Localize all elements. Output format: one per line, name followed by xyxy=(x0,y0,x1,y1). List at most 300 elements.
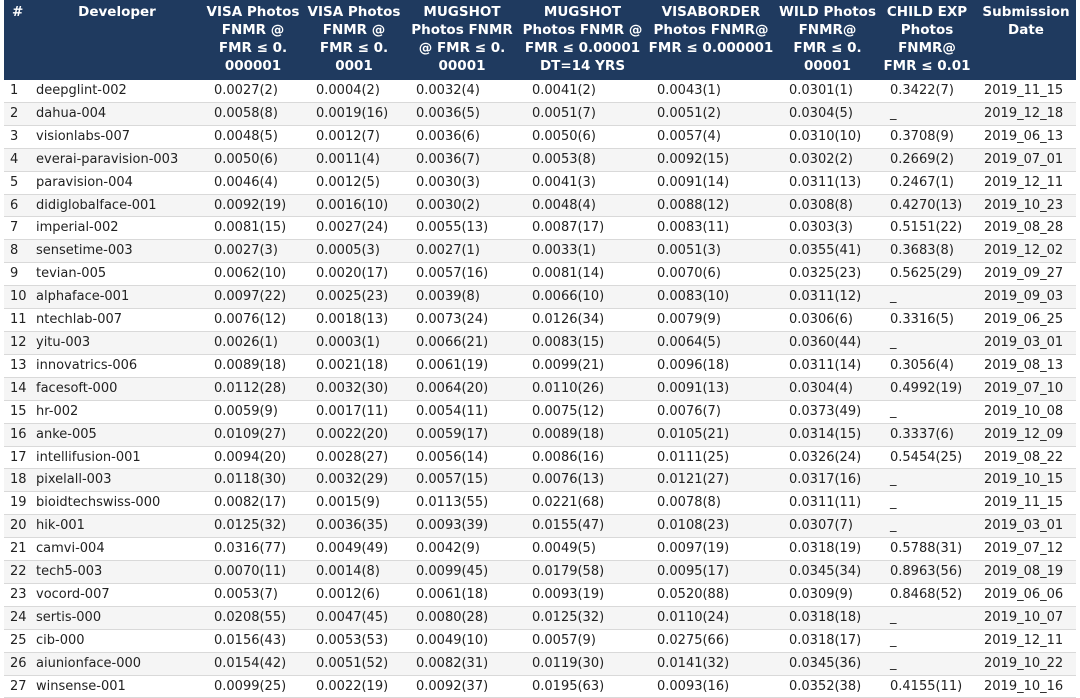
value-cell: 0.0221(68) xyxy=(520,492,645,515)
value-cell: 0.0018(13) xyxy=(304,309,404,332)
value-cell: 0.0020(17) xyxy=(304,263,404,286)
value-cell: 0.0083(15) xyxy=(520,331,645,354)
rank-cell: 7 xyxy=(4,217,32,240)
rank-cell: 16 xyxy=(4,423,32,446)
value-cell: 0.4270(13) xyxy=(878,194,976,217)
rank-cell: 2 xyxy=(4,102,32,125)
column-header-line: @ FMR ≤ 0. xyxy=(418,40,506,56)
table-row xyxy=(4,400,1076,423)
value-cell: 0.0066(21) xyxy=(404,331,520,354)
value-cell: _ xyxy=(878,652,976,675)
value-cell: 0.0316(77) xyxy=(202,538,304,561)
value-cell: 0.0304(5) xyxy=(777,102,878,125)
value-cell: 0.0027(1) xyxy=(404,240,520,263)
developer-cell: sensetime-003 xyxy=(32,240,202,263)
date-cell: 2019_08_28 xyxy=(976,217,1076,240)
column-header-9 xyxy=(976,0,1076,80)
column-header-line: FNMR@ xyxy=(798,22,857,38)
rank-cell: 10 xyxy=(4,286,32,309)
value-cell: 0.0308(8) xyxy=(777,194,878,217)
date-cell: 2019_11_15 xyxy=(976,492,1076,515)
table-row xyxy=(4,492,1076,515)
value-cell: 0.0012(7) xyxy=(304,125,404,148)
value-cell: 0.0360(44) xyxy=(777,331,878,354)
developer-cell: anke-005 xyxy=(32,423,202,446)
value-cell: _ xyxy=(878,400,976,423)
value-cell: 0.0155(47) xyxy=(520,515,645,538)
value-cell: 0.3422(7) xyxy=(878,80,976,102)
developer-cell: facesoft-000 xyxy=(32,377,202,400)
date-cell: 2019_08_13 xyxy=(976,354,1076,377)
value-cell: 0.0099(21) xyxy=(520,354,645,377)
value-cell: 0.0036(35) xyxy=(304,515,404,538)
value-cell: 0.0208(55) xyxy=(202,606,304,629)
value-cell: 0.0318(17) xyxy=(777,629,878,652)
value-cell: 0.0310(10) xyxy=(777,125,878,148)
value-cell: 0.0141(32) xyxy=(645,652,777,675)
date-cell: 2019_10_15 xyxy=(976,469,1076,492)
value-cell: 0.0049(49) xyxy=(304,538,404,561)
date-cell: 2019_03_01 xyxy=(976,331,1076,354)
value-cell: 0.0345(36) xyxy=(777,652,878,675)
value-cell: 0.0030(3) xyxy=(404,171,520,194)
table-header xyxy=(4,0,1076,80)
rank-cell: 14 xyxy=(4,377,32,400)
value-cell: 0.0092(37) xyxy=(404,675,520,698)
value-cell: 0.0053(53) xyxy=(304,629,404,652)
value-cell: 0.0093(39) xyxy=(404,515,520,538)
value-cell: 0.0092(19) xyxy=(202,194,304,217)
value-cell: 0.0041(3) xyxy=(520,171,645,194)
value-cell: 0.0275(66) xyxy=(645,629,777,652)
value-cell: 0.0046(4) xyxy=(202,171,304,194)
column-header-line: Submission xyxy=(982,4,1070,20)
table-row xyxy=(4,561,1076,584)
table-body xyxy=(4,80,1076,698)
value-cell: 0.0073(24) xyxy=(404,309,520,332)
rank-cell: 23 xyxy=(4,583,32,606)
date-cell: 2019_08_22 xyxy=(976,446,1076,469)
value-cell: 0.0304(4) xyxy=(777,377,878,400)
value-cell: 0.0309(9) xyxy=(777,583,878,606)
table-row xyxy=(4,423,1076,446)
column-header-8 xyxy=(878,0,976,80)
value-cell: 0.0027(24) xyxy=(304,217,404,240)
rank-cell: 19 xyxy=(4,492,32,515)
column-header-line: FMR ≤ 0. xyxy=(218,40,288,56)
value-cell: 0.0049(5) xyxy=(520,538,645,561)
rank-cell: 24 xyxy=(4,606,32,629)
value-cell: 0.0318(19) xyxy=(777,538,878,561)
column-header-line: Photos xyxy=(900,22,954,38)
value-cell: 0.3683(8) xyxy=(878,240,976,263)
column-header-line: WILD Photos xyxy=(779,4,876,20)
value-cell: 0.0076(13) xyxy=(520,469,645,492)
value-cell: 0.0059(17) xyxy=(404,423,520,446)
value-cell: 0.0108(23) xyxy=(645,515,777,538)
value-cell: 0.0091(14) xyxy=(645,171,777,194)
value-cell: 0.0086(16) xyxy=(520,446,645,469)
date-cell: 2019_12_18 xyxy=(976,102,1076,125)
date-cell: 2019_12_02 xyxy=(976,240,1076,263)
value-cell: 0.0041(2) xyxy=(520,80,645,102)
developer-cell: tevian-005 xyxy=(32,263,202,286)
column-header-3 xyxy=(304,0,404,80)
value-cell: 0.0076(7) xyxy=(645,400,777,423)
developer-cell: sertis-000 xyxy=(32,606,202,629)
value-cell: 0.0110(24) xyxy=(645,606,777,629)
rank-cell: 18 xyxy=(4,469,32,492)
value-cell: 0.0019(16) xyxy=(304,102,404,125)
value-cell: 0.0080(28) xyxy=(404,606,520,629)
value-cell: 0.0082(31) xyxy=(404,652,520,675)
value-cell: 0.0032(4) xyxy=(404,80,520,102)
value-cell: 0.0050(6) xyxy=(202,148,304,171)
developer-cell: paravision-004 xyxy=(32,171,202,194)
value-cell: 0.0049(10) xyxy=(404,629,520,652)
value-cell: 0.0005(3) xyxy=(304,240,404,263)
date-cell: 2019_03_01 xyxy=(976,515,1076,538)
value-cell: 0.5625(29) xyxy=(878,263,976,286)
rank-cell: 9 xyxy=(4,263,32,286)
column-header-line: FMR ≤ 0.01 xyxy=(883,58,971,74)
value-cell: 0.0301(1) xyxy=(777,80,878,102)
value-cell: 0.0154(42) xyxy=(202,652,304,675)
column-header-4 xyxy=(404,0,520,80)
value-cell: 0.0125(32) xyxy=(202,515,304,538)
date-cell: 2019_06_25 xyxy=(976,309,1076,332)
rank-cell: 1 xyxy=(4,80,32,102)
value-cell: 0.0011(4) xyxy=(304,148,404,171)
results-table xyxy=(4,0,1076,698)
value-cell: 0.0195(63) xyxy=(520,675,645,698)
value-cell: 0.0036(6) xyxy=(404,125,520,148)
table-row xyxy=(4,354,1076,377)
value-cell: 0.0042(9) xyxy=(404,538,520,561)
rank-cell: 27 xyxy=(4,675,32,698)
value-cell: 0.8963(56) xyxy=(878,561,976,584)
developer-cell: ntechlab-007 xyxy=(32,309,202,332)
value-cell: 0.0094(20) xyxy=(202,446,304,469)
column-header-line: FMR ≤ 0.00001 xyxy=(524,40,641,56)
date-cell: 2019_06_06 xyxy=(976,583,1076,606)
value-cell: 0.0017(11) xyxy=(304,400,404,423)
value-cell: 0.0099(45) xyxy=(404,561,520,584)
column-header-line: FMR ≤ 0. xyxy=(319,40,389,56)
date-cell: 2019_07_01 xyxy=(976,148,1076,171)
column-header-line: FMR ≤ 0.000001 xyxy=(648,40,774,56)
value-cell: 0.0058(8) xyxy=(202,102,304,125)
table-row xyxy=(4,125,1076,148)
column-header-line: FMR ≤ 0. xyxy=(793,40,862,56)
value-cell: 0.4992(19) xyxy=(878,377,976,400)
developer-cell: camvi-004 xyxy=(32,538,202,561)
value-cell: 0.0039(8) xyxy=(404,286,520,309)
rank-cell: 6 xyxy=(4,194,32,217)
rank-cell: 5 xyxy=(4,171,32,194)
rank-cell: 22 xyxy=(4,561,32,584)
value-cell: 0.0081(15) xyxy=(202,217,304,240)
value-cell: 0.0087(17) xyxy=(520,217,645,240)
value-cell: 0.0373(49) xyxy=(777,400,878,423)
value-cell: 0.0014(8) xyxy=(304,561,404,584)
value-cell: 0.0026(1) xyxy=(202,331,304,354)
value-cell: 0.0012(6) xyxy=(304,583,404,606)
developer-cell: deepglint-002 xyxy=(32,80,202,102)
value-cell: 0.0083(11) xyxy=(645,217,777,240)
table-row xyxy=(4,240,1076,263)
date-cell: 2019_08_19 xyxy=(976,561,1076,584)
developer-cell: vocord-007 xyxy=(32,583,202,606)
value-cell: 0.0022(20) xyxy=(304,423,404,446)
value-cell: 0.0015(9) xyxy=(304,492,404,515)
value-cell: 0.0079(9) xyxy=(645,309,777,332)
date-cell: 2019_12_09 xyxy=(976,423,1076,446)
date-cell: 2019_07_10 xyxy=(976,377,1076,400)
value-cell: 0.2467(1) xyxy=(878,171,976,194)
value-cell: 0.0113(55) xyxy=(404,492,520,515)
value-cell: 0.0051(52) xyxy=(304,652,404,675)
table-row xyxy=(4,80,1076,102)
value-cell: 0.0118(30) xyxy=(202,469,304,492)
rank-cell: 20 xyxy=(4,515,32,538)
value-cell: 0.0156(43) xyxy=(202,629,304,652)
value-cell: _ xyxy=(878,515,976,538)
value-cell: _ xyxy=(878,606,976,629)
value-cell: _ xyxy=(878,286,976,309)
value-cell: 0.0093(19) xyxy=(520,583,645,606)
date-cell: 2019_11_15 xyxy=(976,80,1076,102)
column-header-line: 0001 xyxy=(335,58,373,74)
value-cell: 0.0095(17) xyxy=(645,561,777,584)
value-cell: 0.0105(21) xyxy=(645,423,777,446)
value-cell: 0.0016(10) xyxy=(304,194,404,217)
rank-cell: 11 xyxy=(4,309,32,332)
value-cell: 0.0036(7) xyxy=(404,148,520,171)
table-row xyxy=(4,629,1076,652)
value-cell: 0.0307(7) xyxy=(777,515,878,538)
value-cell: 0.0070(6) xyxy=(645,263,777,286)
column-header-line: Photos FNMR @ xyxy=(522,22,643,38)
table-row xyxy=(4,583,1076,606)
rank-cell: 26 xyxy=(4,652,32,675)
value-cell: 0.0036(5) xyxy=(404,102,520,125)
value-cell: 0.0066(10) xyxy=(520,286,645,309)
column-header-1 xyxy=(32,0,202,80)
value-cell: 0.0076(12) xyxy=(202,309,304,332)
rank-cell: 15 xyxy=(4,400,32,423)
value-cell: 0.0070(11) xyxy=(202,561,304,584)
value-cell: 0.0061(19) xyxy=(404,354,520,377)
value-cell: 0.0126(34) xyxy=(520,309,645,332)
column-header-line: MUGSHOT xyxy=(423,4,501,20)
value-cell: 0.0075(12) xyxy=(520,400,645,423)
value-cell: 0.0082(17) xyxy=(202,492,304,515)
value-cell: 0.0089(18) xyxy=(520,423,645,446)
developer-cell: innovatrics-006 xyxy=(32,354,202,377)
table-row xyxy=(4,217,1076,240)
rank-cell: 21 xyxy=(4,538,32,561)
value-cell: 0.0302(2) xyxy=(777,148,878,171)
column-header-line: Photos FNMR@ xyxy=(653,22,769,38)
value-cell: 0.0062(10) xyxy=(202,263,304,286)
value-cell: 0.0051(2) xyxy=(645,102,777,125)
developer-cell: didiglobalface-001 xyxy=(32,194,202,217)
value-cell: 0.0022(19) xyxy=(304,675,404,698)
value-cell: 0.0099(25) xyxy=(202,675,304,698)
developer-cell: pixelall-003 xyxy=(32,469,202,492)
date-cell: 2019_06_13 xyxy=(976,125,1076,148)
table-row xyxy=(4,171,1076,194)
table-row xyxy=(4,652,1076,675)
value-cell: 0.4155(11) xyxy=(878,675,976,698)
table-row xyxy=(4,469,1076,492)
rank-cell: 4 xyxy=(4,148,32,171)
date-cell: 2019_10_07 xyxy=(976,606,1076,629)
date-cell: 2019_10_16 xyxy=(976,675,1076,698)
column-header-line: Developer xyxy=(78,4,156,20)
value-cell: 0.0054(11) xyxy=(404,400,520,423)
table-row xyxy=(4,606,1076,629)
value-cell: 0.0311(13) xyxy=(777,171,878,194)
column-header-line: FNMR @ xyxy=(322,22,386,38)
value-cell: 0.0030(2) xyxy=(404,194,520,217)
rank-cell: 8 xyxy=(4,240,32,263)
date-cell: 2019_12_11 xyxy=(976,171,1076,194)
value-cell: 0.0048(4) xyxy=(520,194,645,217)
value-cell: 0.3056(4) xyxy=(878,354,976,377)
value-cell: 0.0318(18) xyxy=(777,606,878,629)
value-cell: 0.0306(6) xyxy=(777,309,878,332)
value-cell: 0.0093(16) xyxy=(645,675,777,698)
table-row xyxy=(4,194,1076,217)
date-cell: 2019_09_03 xyxy=(976,286,1076,309)
value-cell: 0.0050(6) xyxy=(520,125,645,148)
value-cell: 0.0033(1) xyxy=(520,240,645,263)
value-cell: 0.0027(3) xyxy=(202,240,304,263)
column-header-line: MUGSHOT xyxy=(543,4,622,20)
value-cell: 0.0111(25) xyxy=(645,446,777,469)
value-cell: 0.3708(9) xyxy=(878,125,976,148)
value-cell: 0.0109(27) xyxy=(202,423,304,446)
value-cell: _ xyxy=(878,492,976,515)
developer-cell: imperial-002 xyxy=(32,217,202,240)
developer-cell: aiunionface-000 xyxy=(32,652,202,675)
value-cell: 0.0053(8) xyxy=(520,148,645,171)
developer-cell: intellifusion-001 xyxy=(32,446,202,469)
developer-cell: everai-paravision-003 xyxy=(32,148,202,171)
value-cell: 0.5151(22) xyxy=(878,217,976,240)
value-cell: 0.0057(16) xyxy=(404,263,520,286)
value-cell: 0.0325(23) xyxy=(777,263,878,286)
value-cell: 0.0043(1) xyxy=(645,80,777,102)
value-cell: _ xyxy=(878,629,976,652)
developer-cell: bioidtechswiss-000 xyxy=(32,492,202,515)
value-cell: 0.0032(29) xyxy=(304,469,404,492)
value-cell: 0.0097(22) xyxy=(202,286,304,309)
column-header-line: FNMR @ xyxy=(221,22,285,38)
value-cell: 0.0057(4) xyxy=(645,125,777,148)
table-row xyxy=(4,263,1076,286)
column-header-7 xyxy=(777,0,878,80)
developer-cell: alphaface-001 xyxy=(32,286,202,309)
developer-cell: tech5-003 xyxy=(32,561,202,584)
column-header-line: Photos FNMR xyxy=(411,22,513,38)
value-cell: 0.0314(15) xyxy=(777,423,878,446)
value-cell: 0.0311(12) xyxy=(777,286,878,309)
column-header-line: VISA Photos xyxy=(206,4,300,20)
developer-cell: cib-000 xyxy=(32,629,202,652)
value-cell: 0.0110(26) xyxy=(520,377,645,400)
column-header-2 xyxy=(202,0,304,80)
value-cell: 0.0027(2) xyxy=(202,80,304,102)
value-cell: 0.0025(23) xyxy=(304,286,404,309)
column-header-line: Date xyxy=(1008,22,1044,38)
value-cell: 0.3337(6) xyxy=(878,423,976,446)
date-cell: 2019_12_11 xyxy=(976,629,1076,652)
value-cell: 0.0303(3) xyxy=(777,217,878,240)
value-cell: 0.0064(5) xyxy=(645,331,777,354)
value-cell: 0.0064(20) xyxy=(404,377,520,400)
date-cell: 2019_09_27 xyxy=(976,263,1076,286)
value-cell: 0.0028(27) xyxy=(304,446,404,469)
value-cell: 0.0051(7) xyxy=(520,102,645,125)
table-row xyxy=(4,102,1076,125)
value-cell: 0.0125(32) xyxy=(520,606,645,629)
table-row xyxy=(4,515,1076,538)
table-row xyxy=(4,675,1076,698)
column-header-5 xyxy=(520,0,645,80)
value-cell: 0.0119(30) xyxy=(520,652,645,675)
value-cell: 0.0352(38) xyxy=(777,675,878,698)
table-row xyxy=(4,377,1076,400)
value-cell: 0.0311(14) xyxy=(777,354,878,377)
value-cell: 0.8468(52) xyxy=(878,583,976,606)
column-header-line: DT=14 YRS xyxy=(539,58,626,74)
rank-cell: 17 xyxy=(4,446,32,469)
value-cell: 0.0047(45) xyxy=(304,606,404,629)
value-cell: 0.0053(7) xyxy=(202,583,304,606)
value-cell: 0.0311(11) xyxy=(777,492,878,515)
value-cell: 0.0081(14) xyxy=(520,263,645,286)
table-row xyxy=(4,148,1076,171)
value-cell: 0.0083(10) xyxy=(645,286,777,309)
date-cell: 2019_10_23 xyxy=(976,194,1076,217)
date-cell: 2019_10_22 xyxy=(976,652,1076,675)
table-row xyxy=(4,538,1076,561)
value-cell: 0.0088(12) xyxy=(645,194,777,217)
column-header-line: 00001 xyxy=(438,58,486,74)
value-cell: 0.0520(88) xyxy=(645,583,777,606)
developer-cell: hr-002 xyxy=(32,400,202,423)
rank-cell: 25 xyxy=(4,629,32,652)
value-cell: 0.0355(41) xyxy=(777,240,878,263)
value-cell: 0.0112(28) xyxy=(202,377,304,400)
developer-cell: hik-001 xyxy=(32,515,202,538)
value-cell: 0.3316(5) xyxy=(878,309,976,332)
rank-cell: 13 xyxy=(4,354,32,377)
rank-cell: 3 xyxy=(4,125,32,148)
developer-cell: winsense-001 xyxy=(32,675,202,698)
developer-cell: dahua-004 xyxy=(32,102,202,125)
value-cell: 0.0097(19) xyxy=(645,538,777,561)
value-cell: 0.0345(34) xyxy=(777,561,878,584)
value-cell: 0.0061(18) xyxy=(404,583,520,606)
rank-cell: 12 xyxy=(4,331,32,354)
value-cell: 0.0092(15) xyxy=(645,148,777,171)
value-cell: 0.0004(2) xyxy=(304,80,404,102)
value-cell: 0.0057(15) xyxy=(404,469,520,492)
